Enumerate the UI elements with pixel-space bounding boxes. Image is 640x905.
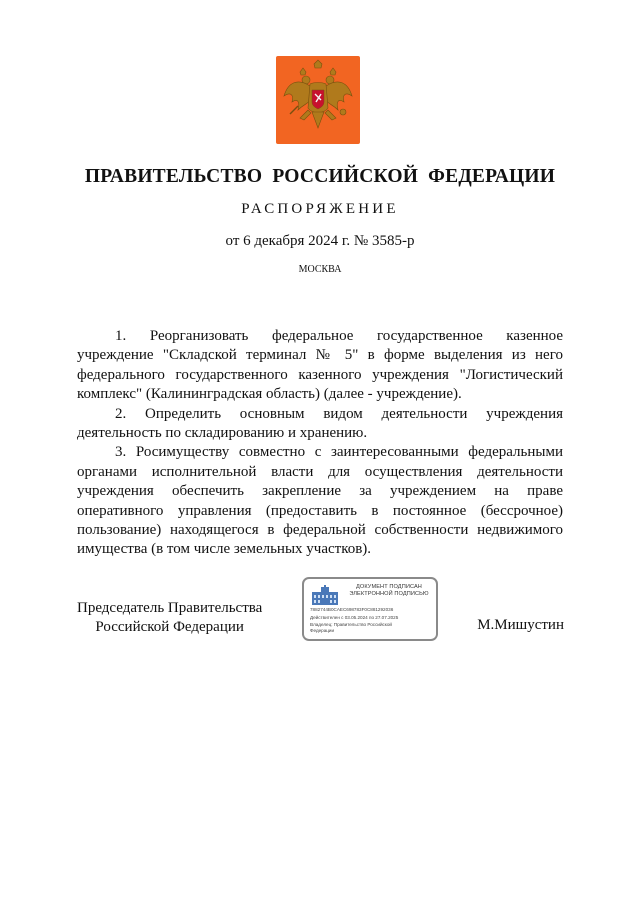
- document-body: [77, 327, 563, 560]
- paragraph-1: 1. Реорганизовать федеральное государственное казенное учреждение "Складской терминал № 5" в форме выделения из него федерального государственного казенного учреждения "Логистический комплекс" (Калининградская область) (далее - учреждение).: [77, 328, 563, 403]
- electronic-signature-stamp: [302, 577, 438, 641]
- document-city: МОСКВА: [298, 264, 342, 275]
- signer-position-line-2: Российской Федерации: [95, 619, 244, 635]
- double-headed-eagle-icon: [276, 56, 360, 144]
- government-title: ПРАВИТЕЛЬСТВО РОССИЙСКОЙ ФЕДЕРАЦИИ: [84, 166, 556, 187]
- certificate-owner-line-2: Федерации: [310, 628, 335, 633]
- paragraph-3: 3. Росимуществу совместно с заинтересованными федеральными органами исполнительной власти для осуществления деятельности учреждения обеспечить закрепление за учреждением на праве оперативного управления (предоставить в постоянное (бессрочное) пользование) находящегося в федеральной собственности недвижимого имущества (в том числе земельных участков).: [77, 444, 563, 558]
- coat-of-arms-emblem: [276, 56, 360, 144]
- document-date-number: от 6 декабря 2024 г. № 3585-р: [225, 233, 415, 249]
- certificate-validity: Действителен с 03.05.2024 по 27.07.2025: [310, 615, 399, 620]
- certificate-number: 7882744B0CAEC698783F0C881292036: [310, 607, 394, 612]
- signer-name: М.Мишустин: [477, 617, 564, 633]
- certificate-owner-line-1: Владелец: Правительство Российской: [310, 622, 392, 627]
- paragraph-2: 2. Определить основным видом деятельности учреждения деятельность по складированию и хранению.: [77, 405, 563, 442]
- stamp-title-line-2: ЭЛЕКТРОННОЙ ПОДПИСЬЮ: [349, 590, 429, 597]
- government-building-icon: [311, 585, 339, 607]
- stamp-title: [342, 584, 436, 597]
- stamp-title-line-1: ДОКУМЕНТ ПОДПИСАН: [356, 584, 422, 590]
- document-type: РАСПОРЯЖЕНИЕ: [241, 201, 399, 217]
- signer-position: [77, 599, 262, 637]
- signer-position-line-1: Председатель Правительства: [77, 600, 263, 616]
